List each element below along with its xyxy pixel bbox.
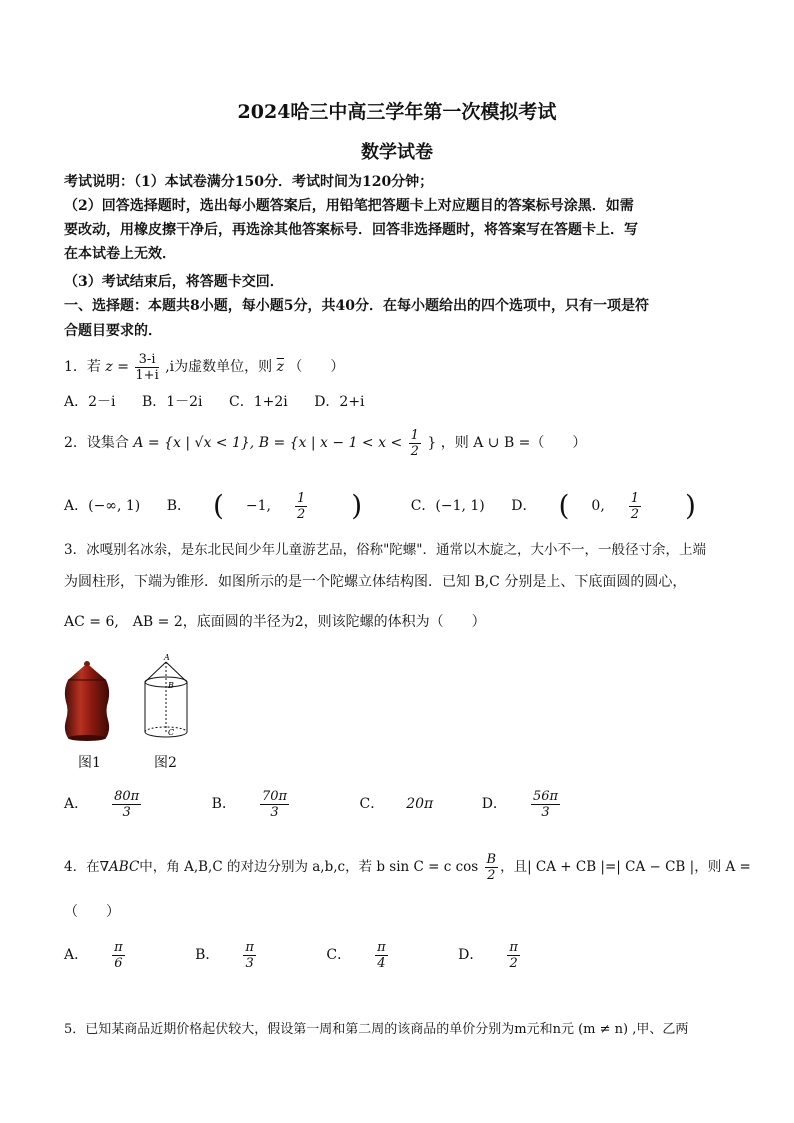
question-1-stem: 1．若 z = $\frac{3-i}{1+i}$ ,i为虚数单位，则 $\overline{z}$ （ ）: [64, 351, 345, 383]
exam-title: 2024哈三中高三学年第一次模拟考试: [237, 101, 557, 123]
question-4-paren: （ ）: [64, 904, 120, 920]
question-3-option-b[interactable]: B． $\frac{70\pi}{3}$: [211, 788, 288, 820]
question-2-option-a[interactable]: A．(−∞, 1): [64, 498, 141, 514]
question-3-line-2: 为圆柱形，下端为锥形．如图所示的是一个陀螺立体结构图．已知 B,C 分别是上、下底面圆的圆心，: [64, 574, 687, 590]
question-3-option-c[interactable]: C． 20π: [359, 796, 434, 812]
instruction-line-3: 要改动，用橡皮擦干净后，再选涂其他答案标号．回答非选择题时，将答案写在答题卡上．写: [64, 222, 638, 238]
figure-1-caption: 图1: [78, 755, 101, 771]
section-heading-line-1: 一、选择题：本题共8小题，每小题5分，共40分．在每小题给出的四个选项中，只有一项是符: [64, 298, 649, 314]
question-2-options: [64, 486, 740, 526]
label-a: A: [164, 653, 170, 662]
question-1-option-c[interactable]: C．1+2i: [229, 394, 288, 410]
question-4-options: [64, 935, 586, 975]
label-b: B: [168, 681, 174, 690]
question-3-option-a[interactable]: A． $\frac{80\pi}{3}$: [64, 788, 140, 820]
question-3-line-1: 3．冰嘎别名冰尜，是东北民间少年儿童游艺品，俗称"陀螺"．通常以木旋之，大小不一，一般径寸余，上端: [64, 542, 707, 558]
figure-2-solid-diagram: [138, 652, 194, 744]
question-1-option-d[interactable]: D．2+i: [314, 394, 365, 410]
question-2-option-d[interactable]: D． ( 0, $\frac{1}{2}$ ): [511, 489, 696, 522]
question-4-option-d[interactable]: D． $\frac{\pi}{2}$: [458, 939, 518, 971]
question-2-option-b[interactable]: B． ( −1, $\frac{1}{2}$ ): [166, 489, 363, 522]
exam-subtitle: 数学试卷: [361, 142, 433, 163]
question-5-line-1: 5．已知某商品近期价格起伏较大，假设第一周和第二周的该商品的单价分别为m元和n元 (m ≠ n) ,甲、乙两: [64, 1022, 689, 1037]
question-1-fraction: $\frac{3-i}{1+i}$: [135, 351, 159, 383]
figure-2-caption: 图2: [154, 755, 177, 771]
question-1-options: [64, 391, 387, 411]
section-heading-line-2: 合题目要求的．: [64, 323, 162, 339]
label-c: C: [168, 728, 175, 737]
question-1-option-a[interactable]: A．2－i: [64, 394, 116, 410]
instruction-line-5: （3）考试结束后，将答题卡交回．: [64, 274, 284, 290]
question-1-option-b[interactable]: B．1－2i: [141, 394, 203, 410]
question-3-line-3: AC = 6, AB = 2，底面圆的半径为2，则该陀螺的体积为（ ）: [64, 614, 486, 630]
question-4-stem: 4．在∇ABC中，角 A,B,C 的对边分别为 a,b,c，若 b sin C = c cos $\frac{B}{2}$ ，且| CA + CB |=| CA − CB |，则 A =: [64, 852, 751, 883]
question-4-option-b[interactable]: B． $\frac{\pi}{3}$: [195, 939, 254, 971]
question-4-option-a[interactable]: A． $\frac{\pi}{6}$: [64, 939, 123, 971]
instruction-line-1: 考试说明：（1）本试卷满分150分．考试时间为120分钟；: [64, 174, 434, 190]
question-4-option-c[interactable]: C． $\frac{\pi}{4}$: [326, 939, 386, 971]
instruction-line-4: 在本试卷上无效．: [64, 246, 176, 262]
question-3-option-d[interactable]: D． $\frac{56\pi}{3}$: [481, 788, 559, 820]
question-2-stem: 2．设集合 A = {x | √x < 1}, B = {x | x − 1 < x < $\frac{1}{2}$ } ，则 A ∪ B =（ ）: [64, 427, 587, 459]
question-3-options: [64, 784, 626, 824]
instruction-line-2: （2）回答选择题时，选出每小题答案后，用铅笔把答题卡上对应题目的答案标号涂黑．如需: [64, 198, 634, 214]
figure-1-spinning-top-photo: [62, 660, 112, 742]
question-2-option-c[interactable]: C．(−1, 1): [410, 498, 485, 514]
